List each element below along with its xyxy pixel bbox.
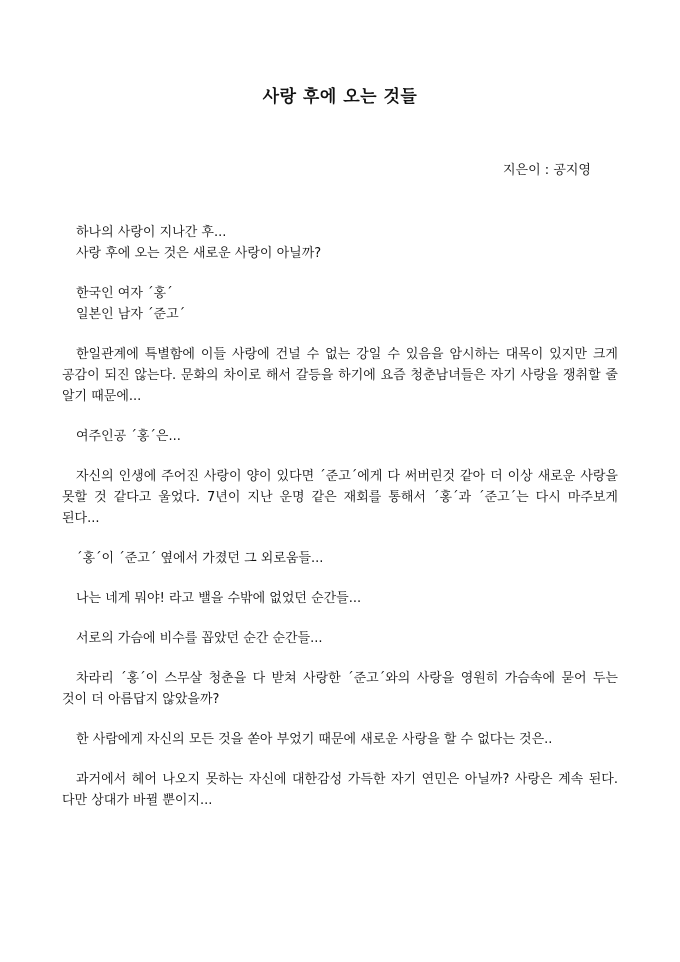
paragraph-line: 사랑 후에 오는 것은 새로운 사랑이 아닐까? [76, 246, 322, 261]
paragraph: 한 사람에게 자신의 모든 것을 쏟아 부었기 때문에 새로운 사랑을 할 수 없다는 것은.. [76, 732, 553, 747]
paragraph: 여주인공 ´홍´은... [76, 429, 181, 444]
document-body [62, 222, 618, 830]
paragraph [62, 283, 618, 325]
paragraph-line: 한국인 여자 ´홍´ [76, 286, 173, 301]
paragraph-line: 하나의 사랑이 지나간 후... [76, 225, 227, 240]
paragraph: 나는 네게 뭐야! 라고 밸을 수밖에 없었던 순간들... [76, 591, 362, 606]
paragraph: 한일관계에 특별함에 이들 사랑에 건널 수 없는 강일 수 있음을 암시하는 대목이 있지만 크게 공감이 되진 않는다. 문화의 차이로 해서 갈등을 하기에 요즘 청춘남녀들은 자기 사랑을 쟁취할 줄 알기 때문에... [62, 347, 618, 404]
paragraph: ´홍´이 ´준고´ 옆에서 가졌던 그 외로움들... [76, 551, 324, 566]
paragraph: 서로의 가슴에 비수를 꼽았던 순간 순간들... [76, 631, 323, 646]
document-title: 사랑 후에 오는 것들 [262, 87, 418, 107]
paragraph: 차라리 ´홍´이 스무살 청춘을 다 받쳐 사랑한 ´준고´와의 사랑을 영원히 가슴속에 묻어 두는 것이 더 아름답지 않았을까? [62, 671, 618, 707]
paragraph [62, 222, 618, 264]
paragraph-line: 일본인 남자 ´준고´ [76, 307, 186, 322]
author-line: 지은이 : 공지영 [503, 163, 591, 178]
paragraph: 과거에서 헤어 나오지 못하는 자신에 대한감성 가득한 자기 연민은 아닐까? 사랑은 계속 된다. 다만 상대가 바뀔 뿐이지... [62, 772, 618, 808]
paragraph: 자신의 인생에 주어진 사랑이 양이 있다면 ´준고´에게 다 써버린것 같아 더 이상 새로운 사랑을 못할 것 같다고 울었다. 7년이 지난 운명 같은 재회를 통해서 ´홍´과 ´준고´는 다시 마주보게 된다... [62, 469, 618, 526]
